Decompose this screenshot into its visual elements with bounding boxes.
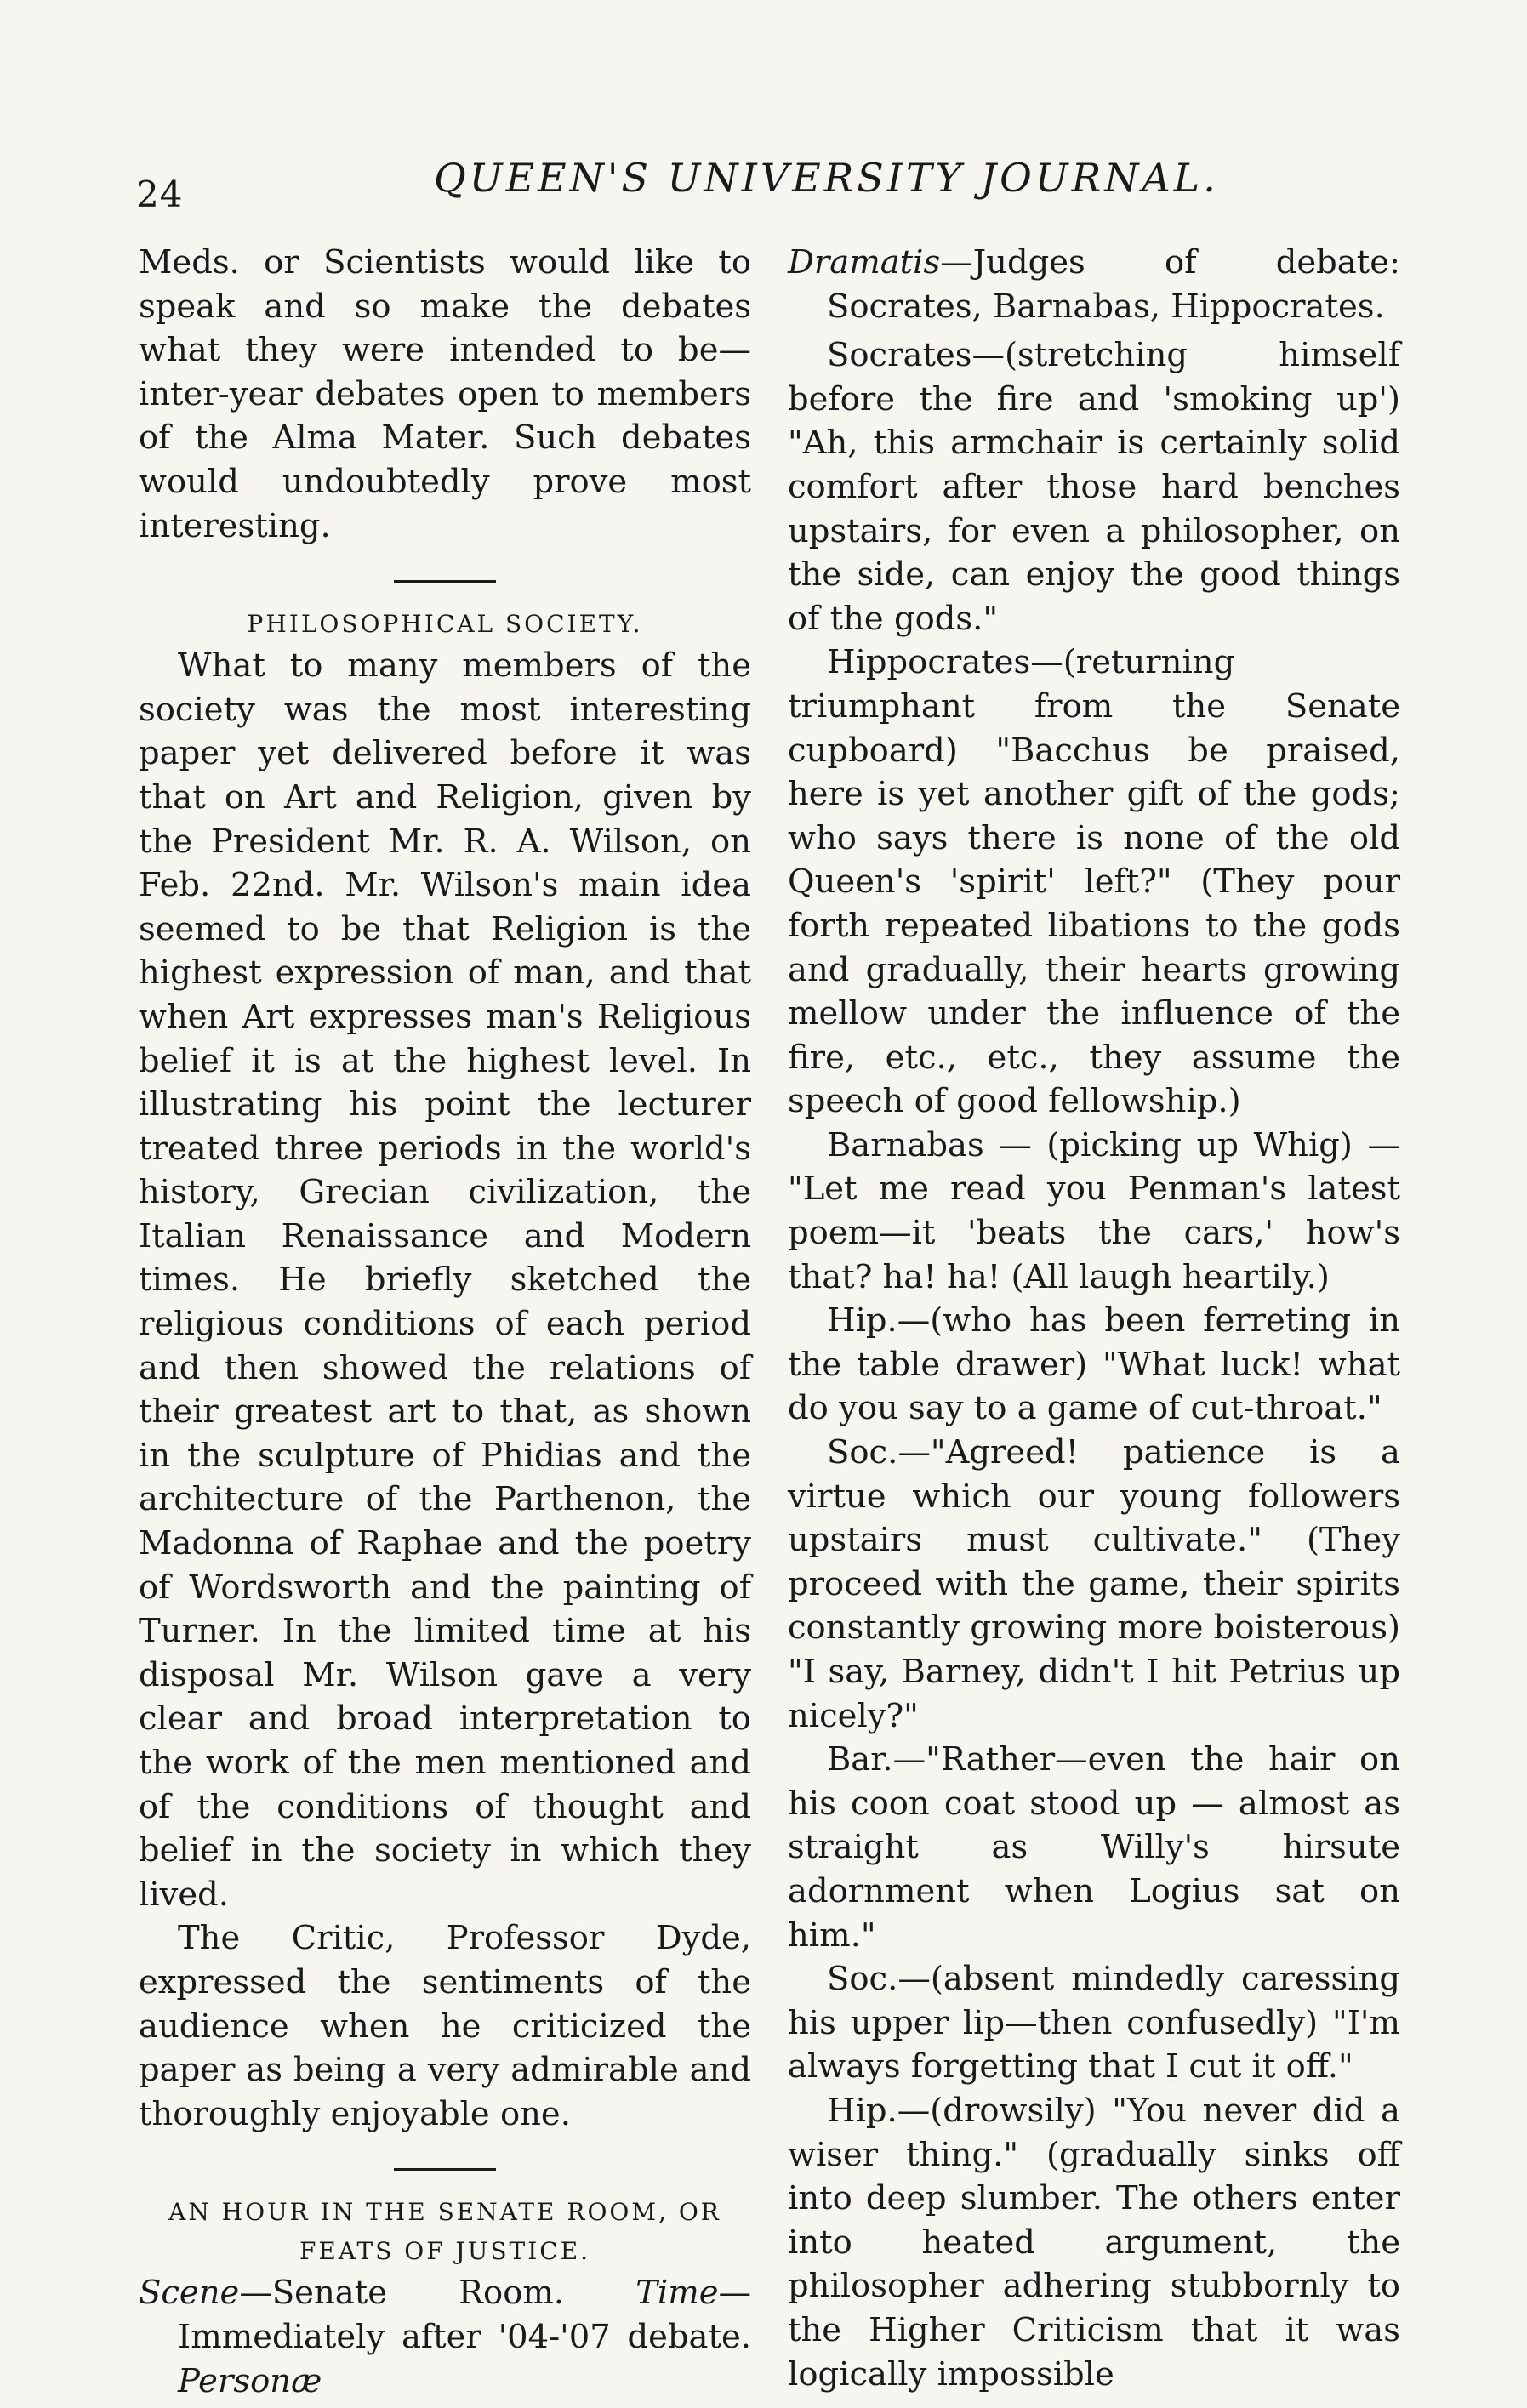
paragraph-hippocrates: Hippocrates—(returning triumphant from the Senate cupboard) "Bacchus be praised, here is yet another gift of the gods; who says there is none of the old Queen's 'spirit' left?" (They pour forth repeated libations to the gods and gradually, their hearts growing mellow under the influence of the fire, etc., etc., they assume the speech of good fellowship.)	[788, 643, 1400, 1121]
dramatis-text: —Judges of debate: Socrates, Barnabas, Hippocrates.	[827, 243, 1400, 326]
paragraph-soc-2: Soc.—(absent mindedly caressing his upper lip—then confusedly) "I'm always forgetting that I cut it off."	[788, 1960, 1400, 2086]
page-number: 24	[136, 174, 184, 215]
heading-senate-room: AN HOUR IN THE SENATE ROOM, OR FEATS OF JUSTICE.	[168, 2198, 721, 2266]
paragraph-soc-1: Soc.—"Agreed! patience is a virtue which our young followers upstairs must cultivate." (They proceed with the game, their spirits constantly growing more boisterous) "I say, Barney, didn't I hit Petrius up nicely?"	[788, 1433, 1400, 1735]
scene-text: —Senate Room.	[239, 2274, 636, 2313]
personae-label: Personæ	[178, 2361, 322, 2400]
heading-philosophical-society: PHILOSOPHICAL SOCIETY.	[247, 610, 643, 639]
section-divider	[394, 580, 496, 583]
paragraph-barnabas: Barnabas — (picking up Whig) — "Let me read you Penman's latest poem—it 'beats the cars,' how's that? ha! ha! (All laugh heartily.)	[788, 1125, 1400, 1296]
paragraph-scene	[139, 2271, 751, 2403]
paragraph-philosophical-2: The Critic, Professor Dyde, expressed the sentiments of the audience when he criticized the paper as being a very admirable and thoroughly enjoyable one.	[139, 1919, 751, 2133]
dramatis-label: Dramatis	[788, 243, 941, 282]
running-head: QUEEN'S UNIVERSITY JOURNAL.	[434, 155, 1219, 201]
left-column	[139, 241, 751, 2403]
paragraph-continuation: Meds. or Scientists would like to speak and so make the debates what they were intended to be—inter-year debates open to members of the Alma Mater. Such debates would undoubtedly prove most interesting.	[139, 243, 751, 545]
time-text: —Immediately after '04-'07 debate.	[178, 2274, 751, 2356]
scene-label: Scene	[139, 2274, 240, 2313]
paragraph-bar-1: Bar.—"Rather—even the hair on his coon coat stood up — almost as straight as Willy's hirsute adornment when Logius sat on him."	[788, 1740, 1400, 1955]
right-column	[788, 241, 1400, 2396]
paragraph-hip-1: Hip.—(who has been ferreting in the table drawer) "What luck! what do you say to a game of cut-throat."	[788, 1301, 1400, 1428]
paragraph-socrates: Socrates—(stretching himself before the fire and 'smoking up') "Ah, this armchair is certainly solid comfort after those hard benches upstairs, for even a philosopher, on the side, can enjoy the good things of the gods."	[788, 336, 1400, 638]
time-label: Time	[635, 2274, 719, 2313]
page-header	[136, 155, 1395, 214]
section-divider	[394, 2168, 496, 2171]
paragraph-philosophical-1: What to many members of the society was the most interesting paper yet delivered before it was that on Art and Religion, given by the President Mr. R. A. Wilson, on Feb. 22nd. Mr. Wilson's main idea seemed to be that Religion is the highest expression of man, and that when Art expresses man's Religious belief it is at the highest level. In illustrating his point the lecturer treated three periods in the world's history, Grecian civilization, the Italian Renaissance and Modern times. He briefly sketched the religious conditions of each period and then showed the relations of their greatest art to that, as shown in the sculpture of Phidias and the architecture of the Parthenon, the Madonna of Raphae and the poetry of Wordsworth and the painting of Turner. In the limited time at his disposal Mr. Wilson gave a very clear and broad interpretation to the work of the men mentioned and of the conditions of thought and belief in the society in which they lived.	[139, 646, 751, 1914]
paragraph-hip-2: Hip.—(drowsily) "You never did a wiser thing." (gradually sinks off into deep slumber. The others enter into heated argument, the philosopher adhering stubbornly to the Higher Criticism that it was logically impossible	[788, 2091, 1400, 2394]
paragraph-dramatis	[788, 241, 1400, 328]
